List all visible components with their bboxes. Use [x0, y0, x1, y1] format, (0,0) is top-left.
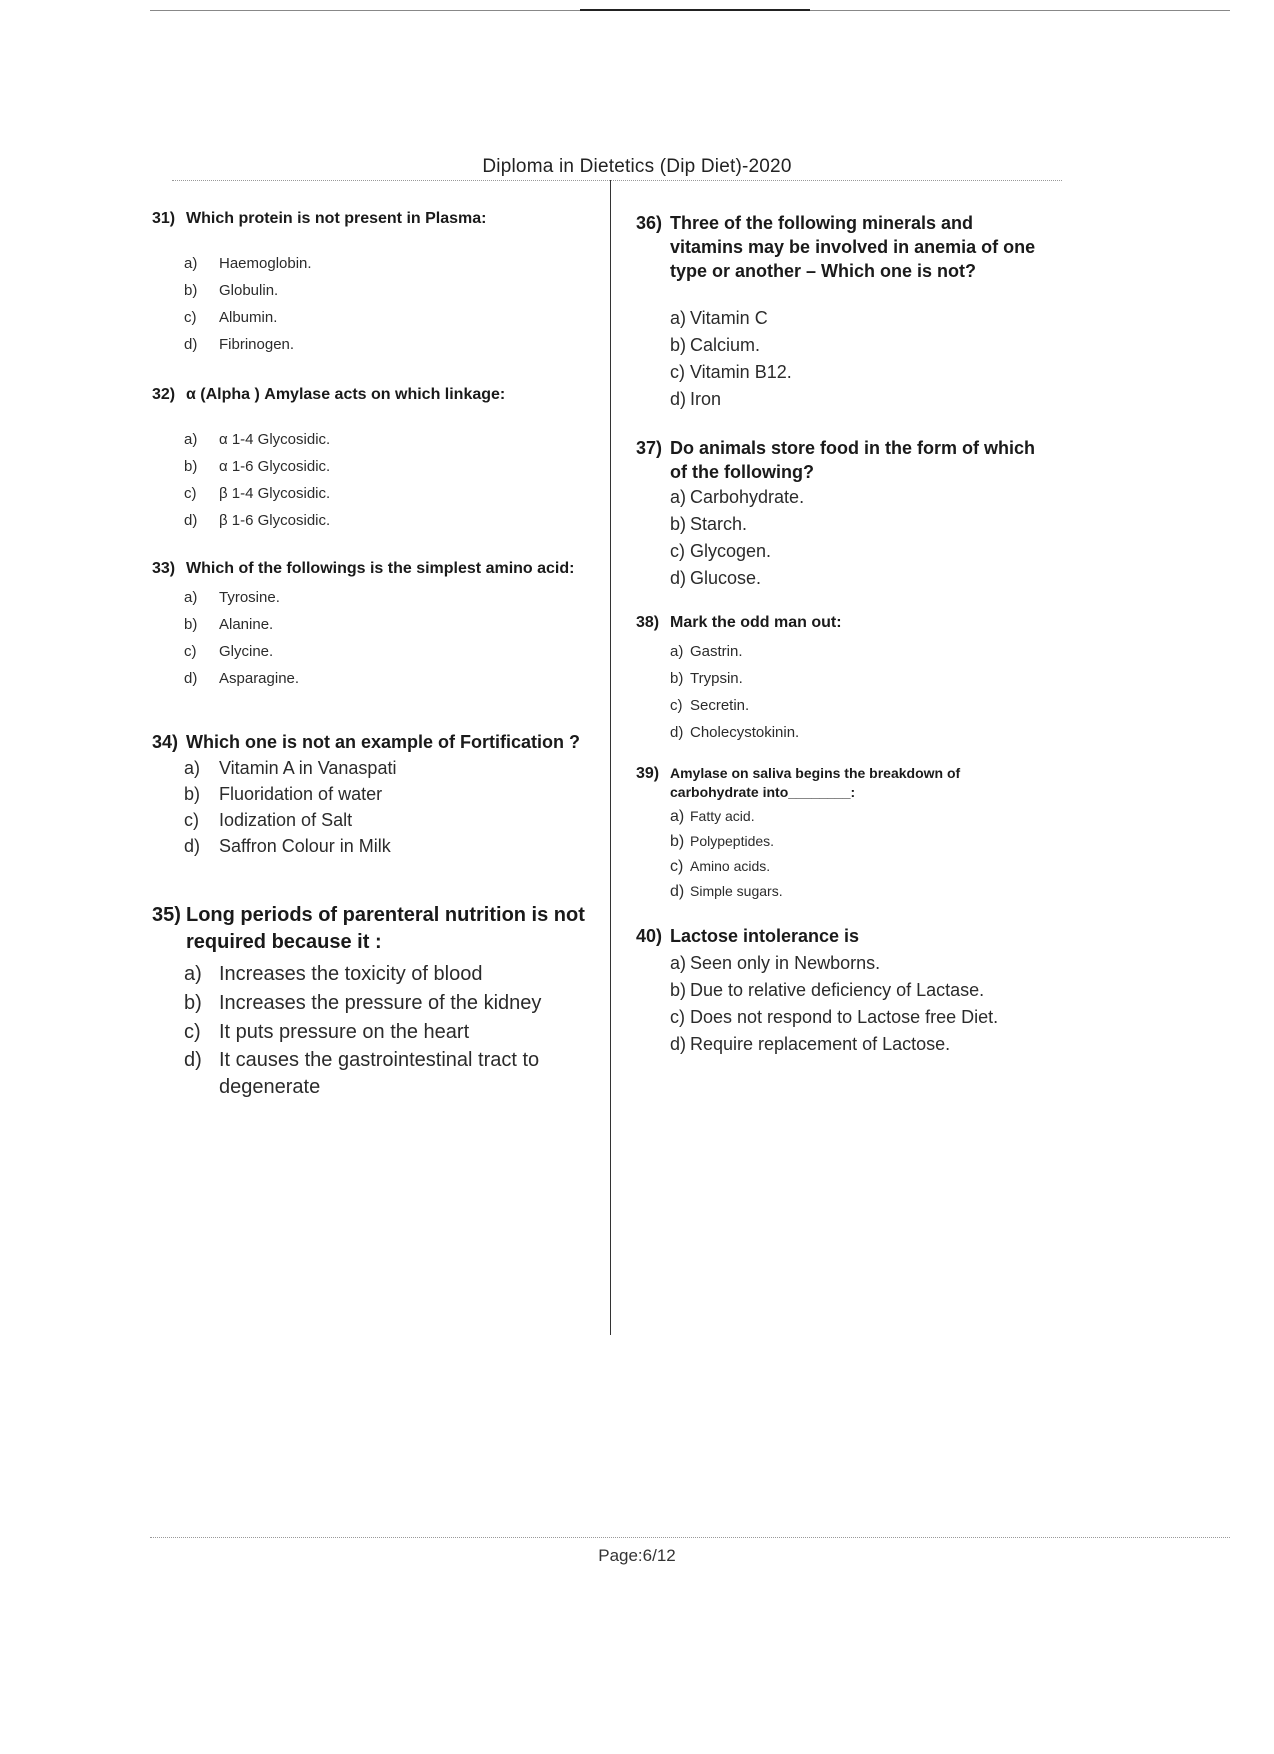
option-label: b) — [184, 616, 198, 633]
question-number: 31) — [152, 210, 176, 227]
option-label: a) — [184, 963, 202, 985]
option-text: Globulin. — [219, 282, 279, 299]
option-text: Glycine. — [219, 643, 274, 660]
question-number: 39) — [636, 765, 660, 782]
options-list — [636, 484, 1066, 592]
option-c — [152, 1018, 592, 1047]
option-text: Tyrosine. — [219, 589, 280, 606]
option-d — [152, 665, 592, 692]
question-stem — [636, 924, 1066, 948]
option-label: c) — [670, 697, 683, 714]
option-text: Fluoridation of water — [219, 784, 383, 804]
options-list — [152, 755, 592, 859]
option-a — [636, 484, 1066, 511]
option-label: d) — [670, 724, 684, 741]
option-text: Fatty acid. — [690, 808, 755, 824]
option-text: Alanine. — [219, 616, 274, 633]
question-text: Three of the following minerals and vitamins may be involved in anemia of one type or another – Which one is not? — [670, 213, 1036, 281]
option-label: c) — [670, 858, 684, 875]
question-text: Which protein is not present in Plasma: — [186, 210, 487, 227]
option-label: b) — [184, 282, 198, 299]
option-text: Albumin. — [219, 309, 278, 326]
option-label: c) — [184, 1021, 201, 1043]
question-37 — [636, 436, 1066, 592]
option-d — [152, 833, 592, 859]
option-a — [152, 426, 592, 453]
option-label: a) — [670, 487, 687, 507]
option-text: α 1-6 Glycosidic. — [219, 458, 331, 475]
question-text: α (Alpha ) Amylase acts on which linkage: — [186, 386, 506, 403]
option-a — [152, 755, 592, 781]
question-40 — [636, 924, 1066, 1058]
question-38 — [636, 612, 1066, 746]
option-b — [636, 665, 1066, 692]
option-text: Glycogen. — [690, 541, 772, 561]
option-text: Starch. — [690, 514, 748, 534]
option-text: Fibrinogen. — [219, 336, 295, 353]
option-label: b) — [670, 514, 687, 534]
option-label: d) — [670, 389, 687, 409]
options-list — [636, 950, 1066, 1058]
option-d — [636, 565, 1066, 592]
option-text: Haemoglobin. — [219, 255, 312, 272]
option-label: b) — [670, 980, 687, 1000]
question-number: 33) — [152, 560, 176, 577]
question-text: Mark the odd man out: — [670, 614, 842, 631]
option-label: a) — [184, 431, 198, 448]
option-label: a) — [670, 953, 687, 973]
option-label: d) — [184, 1049, 202, 1071]
options-list — [636, 804, 1066, 904]
page-number: Page:6/12 — [598, 1546, 676, 1565]
option-text: Amino acids. — [690, 858, 771, 874]
option-b — [152, 781, 592, 807]
option-a — [152, 584, 592, 611]
option-text: Calcium. — [690, 335, 761, 355]
option-label: b) — [670, 833, 685, 850]
option-c — [152, 480, 592, 507]
question-stem — [152, 558, 592, 580]
option-d — [636, 1031, 1066, 1058]
option-label: c) — [670, 541, 685, 561]
option-c — [636, 1004, 1066, 1031]
question-33 — [152, 558, 592, 692]
option-text: Cholecystokinin. — [690, 724, 800, 741]
option-label: c) — [670, 362, 685, 382]
options-list — [152, 960, 592, 1101]
options-list — [152, 584, 592, 692]
option-b — [152, 453, 592, 480]
option-d — [636, 386, 1066, 413]
question-stem — [152, 384, 592, 406]
option-label: b) — [670, 670, 684, 687]
option-text: α 1-4 Glycosidic. — [219, 431, 331, 448]
option-text: It puts pressure on the heart — [219, 1021, 470, 1043]
question-number: 32) — [152, 386, 176, 403]
option-text: Trypsin. — [690, 670, 743, 687]
options-list — [152, 426, 592, 534]
option-b — [636, 511, 1066, 538]
option-text: Iron — [690, 389, 722, 409]
option-text: Vitamin B12. — [690, 362, 792, 382]
question-35 — [152, 902, 592, 1101]
option-label: a) — [670, 308, 687, 328]
option-text: Saffron Colour in Milk — [219, 836, 391, 856]
option-label: d) — [184, 512, 198, 529]
option-text: Iodization of Salt — [219, 810, 353, 830]
header-rule — [172, 180, 1062, 181]
question-stem — [152, 902, 592, 956]
options-list — [636, 305, 1066, 413]
option-b — [636, 332, 1066, 359]
option-a — [636, 950, 1066, 977]
question-text: Which one is not an example of Fortification ? — [186, 732, 581, 752]
option-d — [152, 507, 592, 534]
option-text: Seen only in Newborns. — [690, 953, 881, 973]
option-text: Does not respond to Lactose free Diet. — [690, 1007, 999, 1027]
question-stem — [636, 211, 1040, 283]
option-label: d) — [670, 883, 685, 900]
option-text: Increases the toxicity of blood — [219, 963, 483, 985]
option-text: Gastrin. — [690, 643, 743, 660]
question-34 — [152, 731, 592, 859]
option-c — [636, 692, 1066, 719]
option-c — [152, 304, 592, 331]
option-label: d) — [184, 836, 201, 856]
option-text: Increases the pressure of the kidney — [219, 992, 542, 1014]
option-label: b) — [184, 992, 202, 1014]
option-c — [636, 359, 1066, 386]
option-a — [152, 960, 592, 989]
option-label: d) — [184, 670, 198, 687]
option-text: Due to relative deficiency of Lactase. — [690, 980, 985, 1000]
option-text: β 1-6 Glycosidic. — [219, 512, 331, 529]
option-c — [152, 807, 592, 833]
option-d — [636, 879, 1066, 904]
top-rule-accent — [580, 9, 810, 11]
question-number: 36) — [636, 213, 663, 233]
option-text: It causes the gastrointestinal tract to degenerate — [219, 1049, 540, 1098]
option-c — [636, 854, 1066, 879]
option-b — [152, 277, 592, 304]
option-d — [152, 331, 592, 358]
question-number: 37) — [636, 438, 663, 458]
question-stem — [636, 612, 1066, 634]
question-number: 40) — [636, 926, 663, 946]
option-label: c) — [670, 1007, 685, 1027]
option-label: b) — [670, 335, 687, 355]
question-32 — [152, 384, 592, 534]
option-a — [636, 638, 1066, 665]
option-text: Simple sugars. — [690, 883, 783, 899]
question-number: 38) — [636, 614, 660, 631]
option-label: d) — [670, 568, 687, 588]
question-text: Long periods of parenteral nutrition is not required because it : — [186, 904, 585, 953]
option-text: Glucose. — [690, 568, 762, 588]
question-stem — [152, 731, 592, 753]
option-label: d) — [670, 1034, 687, 1054]
option-label: c) — [184, 485, 197, 502]
option-c — [636, 538, 1066, 565]
option-b — [636, 829, 1066, 854]
option-a — [152, 250, 592, 277]
option-label: a) — [184, 589, 198, 606]
question-stem — [152, 208, 592, 230]
option-label: b) — [184, 458, 198, 475]
question-31 — [152, 208, 592, 358]
option-text: Vitamin C — [690, 308, 768, 328]
option-label: d) — [184, 336, 198, 353]
option-b — [152, 611, 592, 638]
options-list — [152, 250, 592, 358]
column-divider — [610, 180, 611, 1335]
option-label: c) — [184, 643, 197, 660]
question-number: 35) — [152, 904, 181, 926]
option-label: c) — [184, 309, 197, 326]
option-b — [152, 989, 592, 1018]
question-text: Do animals store food in the form of which of the following? — [670, 438, 1036, 482]
option-text: Asparagine. — [219, 670, 300, 687]
option-text: Polypeptides. — [690, 833, 775, 849]
question-text: Which of the followings is the simplest amino acid: — [186, 560, 575, 577]
question-text: Lactose intolerance is — [670, 926, 860, 946]
option-b — [636, 977, 1066, 1004]
option-d — [152, 1047, 579, 1101]
option-label: a) — [184, 255, 198, 272]
option-label: a) — [670, 808, 685, 825]
option-label: c) — [184, 810, 199, 830]
option-text: Carbohydrate. — [690, 487, 805, 507]
option-text: Require replacement of Lactose. — [690, 1034, 951, 1054]
option-label: b) — [184, 784, 201, 804]
question-stem — [636, 436, 1040, 484]
option-text: β 1-4 Glycosidic. — [219, 485, 331, 502]
question-39 — [636, 764, 1066, 904]
option-a — [636, 305, 1066, 332]
option-c — [152, 638, 592, 665]
option-label: a) — [184, 758, 201, 778]
footer-rule — [150, 1537, 1230, 1538]
option-text: Vitamin A in Vanaspati — [219, 758, 397, 778]
option-text: Secretin. — [690, 697, 750, 714]
page-header: Diploma in Dietetics (Dip Diet)-2020 — [482, 156, 792, 177]
option-label: a) — [670, 643, 684, 660]
question-36 — [636, 211, 1066, 413]
question-text: Amylase on saliva begins the breakdown of carbohydrate into________: — [670, 765, 961, 800]
options-list — [636, 638, 1066, 746]
question-stem — [636, 764, 1030, 802]
option-a — [636, 804, 1066, 829]
question-number: 34) — [152, 732, 179, 752]
option-d — [636, 719, 1066, 746]
